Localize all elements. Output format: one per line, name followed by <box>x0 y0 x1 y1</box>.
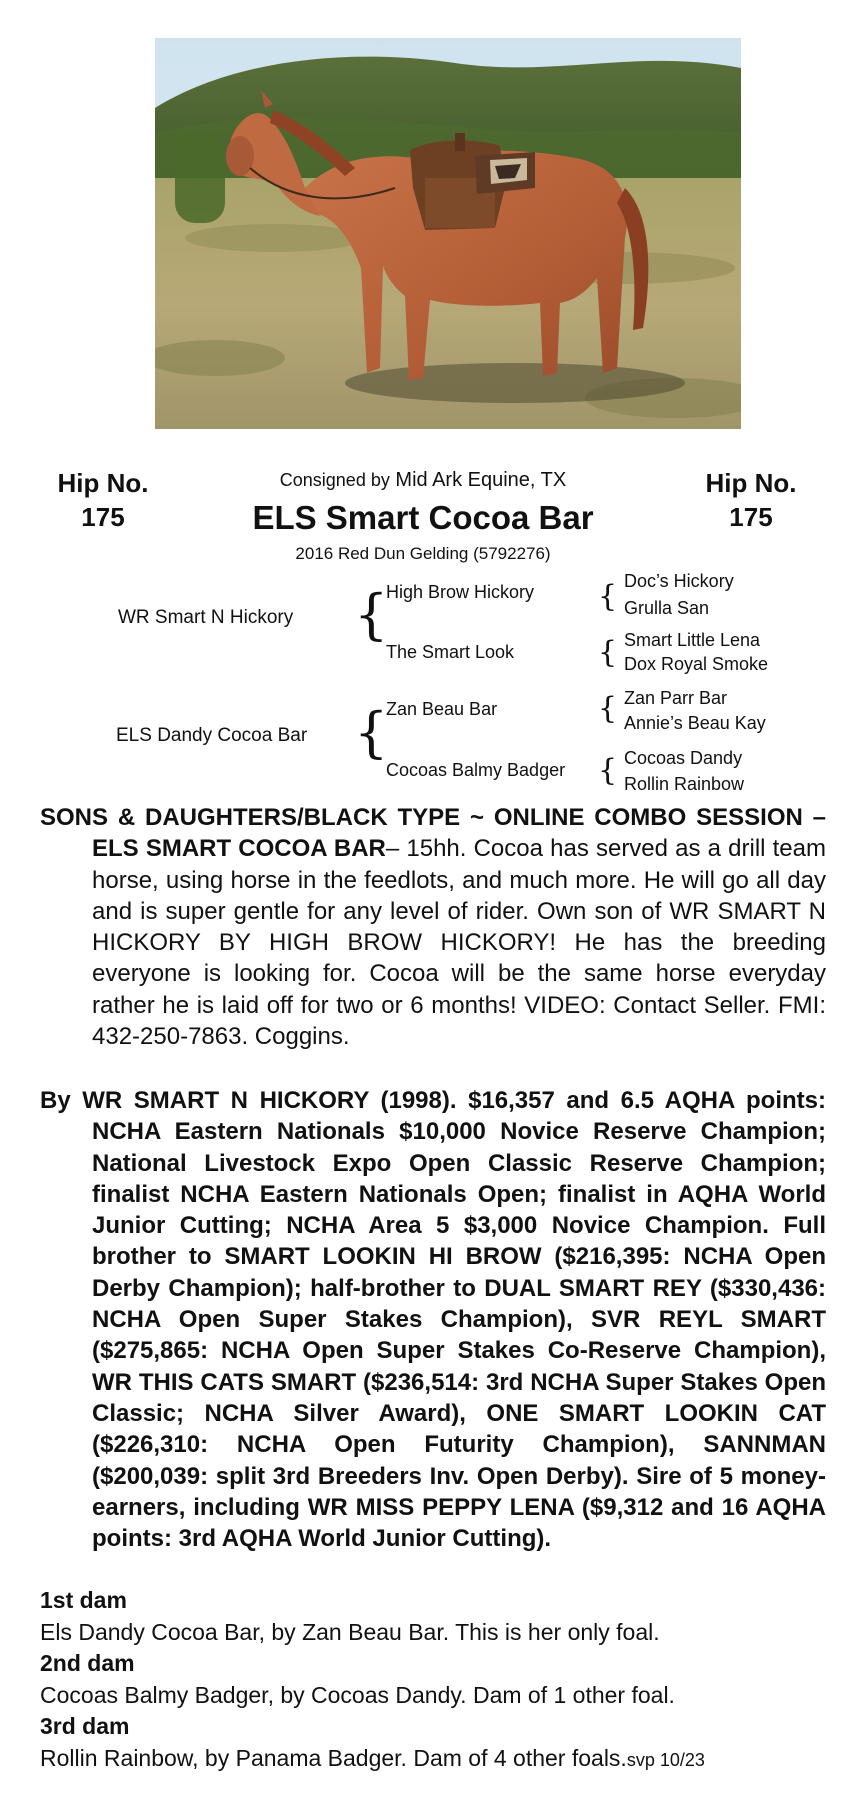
first-dam-label: 1st dam <box>40 1587 127 1613</box>
pedigree-sire-dam-sire: Smart Little Lena <box>624 630 761 650</box>
pedigree-brace-dam-dam: { <box>598 753 618 788</box>
pedigree-sire-dam: The Smart Look <box>386 642 515 662</box>
pedigree-brace-sire: { <box>354 583 389 646</box>
pedigree-dam-sire: Zan Beau Bar <box>386 699 498 719</box>
pedigree-dam-sire-dam: Annie’s Beau Kay <box>624 713 766 733</box>
hip-number-left <box>28 466 178 534</box>
pedigree-sire-sire-dam: Grulla San <box>624 598 710 618</box>
hip-label-right: Hip No. <box>705 468 797 498</box>
pedigree-brace-sire-sire: { <box>598 579 618 614</box>
pedigree-dam-sire-sire: Zan Parr Bar <box>624 688 728 708</box>
second-dam-text: Cocoas Balmy Badger, by Cocoas Dandy. Dam of 1 other foal. <box>40 1682 675 1708</box>
third-dam-text: Rollin Rainbow, by Panama Badger. Dam of 4 other foals. <box>40 1745 627 1771</box>
third-dam-line <box>40 1744 826 1774</box>
pedigree-dam-dam-sire: Cocoas Dandy <box>624 748 743 768</box>
horse-name: ELS Smart Cocoa Bar <box>252 499 594 536</box>
description-bold-lead: SONS & DAUGHTERS/BLACK TYPE ~ ONLINE COMBO SESSION – ELS SMART COCOA BAR <box>40 804 826 863</box>
pedigree-dam-dam-dam: Rollin Rainbow <box>624 774 745 794</box>
pedigree-sire: WR Smart N Hickory <box>118 607 294 628</box>
sire-record-text: By WR SMART N HICKORY (1998). $16,357 and 6.5 AQHA points: NCHA Eastern Nationals $10,000 Novice Reserve Champion; National Livestock Expo Open Classic Reserve Champion; finalist NCHA Eastern Nationals Open; finalist in AQHA World Junior Cutting; NCHA Area 5 $3,000 Novice Champion. Full brother to SMART LOOKIN HI BROW ($216,395: NCHA Open Derby Champion); half-brother to DUAL SMART REY ($330,436: NCHA Open Super Stakes Champion), SVR REYL SMART ($275,865: NCHA Open Super Stakes Co-Reserve Champion), WR THIS CATS SMART ($236,514: 3rd NCHA Super Stakes Open Classic; NCHA Silver Award), ONE SMART LOOKIN CAT ($226,310: NCHA Open Futurity Champion), SANNMAN ($200,039: split 3rd Breeders Inv. Open Derby). Sire of 5 money-earners, including WR MISS PEPPY LENA ($9,312 and 16 AQHA points: 3rd AQHA World Junior Cutting). <box>40 1087 826 1553</box>
pedigree-dam: ELS Dandy Cocoa Bar <box>116 725 308 746</box>
consigned-lead: Consigned by <box>279 470 390 490</box>
hip-label-left: Hip No. <box>57 468 149 498</box>
pedigree-sire-sire-sire: Doc’s Hickory <box>624 571 734 591</box>
horse-photo <box>155 38 741 429</box>
pedigree-sire-dam-dam: Dox Royal Smoke <box>624 654 769 674</box>
description-body: – 15hh. Cocoa has served as a drill team horse, using horse in the feedlots, and much more. He will go all day and is super gentle for any level of rider. Own son of WR SMART N HICKORY BY HIGH BROW HICKORY! He has the breeding everyone is looking for. Cocoa will be the same horse everyday rather he is laid off for two or 6 months! VIDEO: Contact Seller. FMI: 432-250-7863. Coggins. <box>92 835 826 1051</box>
description-paragraph <box>40 802 826 1052</box>
consignor: Mid Ark Equine, TX <box>395 469 567 491</box>
pedigree-dam-dam: Cocoas Balmy Badger <box>386 760 566 780</box>
first-dam-text: Els Dandy Cocoa Bar, by Zan Beau Bar. This is her only foal. <box>40 1619 660 1645</box>
hip-value-left: 175 <box>81 502 125 532</box>
third-dam-label: 3rd dam <box>40 1713 130 1739</box>
horse-photo-image <box>155 38 741 429</box>
pedigree-brace-dam: { <box>354 701 389 764</box>
hip-value-right: 175 <box>729 502 773 532</box>
pedigree-sire-sire: High Brow Hickory <box>386 582 535 602</box>
catalog-footnote: svp 10/23 <box>626 1750 705 1770</box>
pedigree-brace-dam-sire: { <box>598 691 618 726</box>
horse-description: 2016 Red Dun Gelding (5792276) <box>295 544 551 563</box>
sire-record-paragraph <box>40 1085 826 1554</box>
pedigree-brace-sire-dam: { <box>598 635 618 670</box>
hip-number-right <box>676 466 826 534</box>
second-dam-label: 2nd dam <box>40 1650 135 1676</box>
consigned-by <box>200 468 646 492</box>
